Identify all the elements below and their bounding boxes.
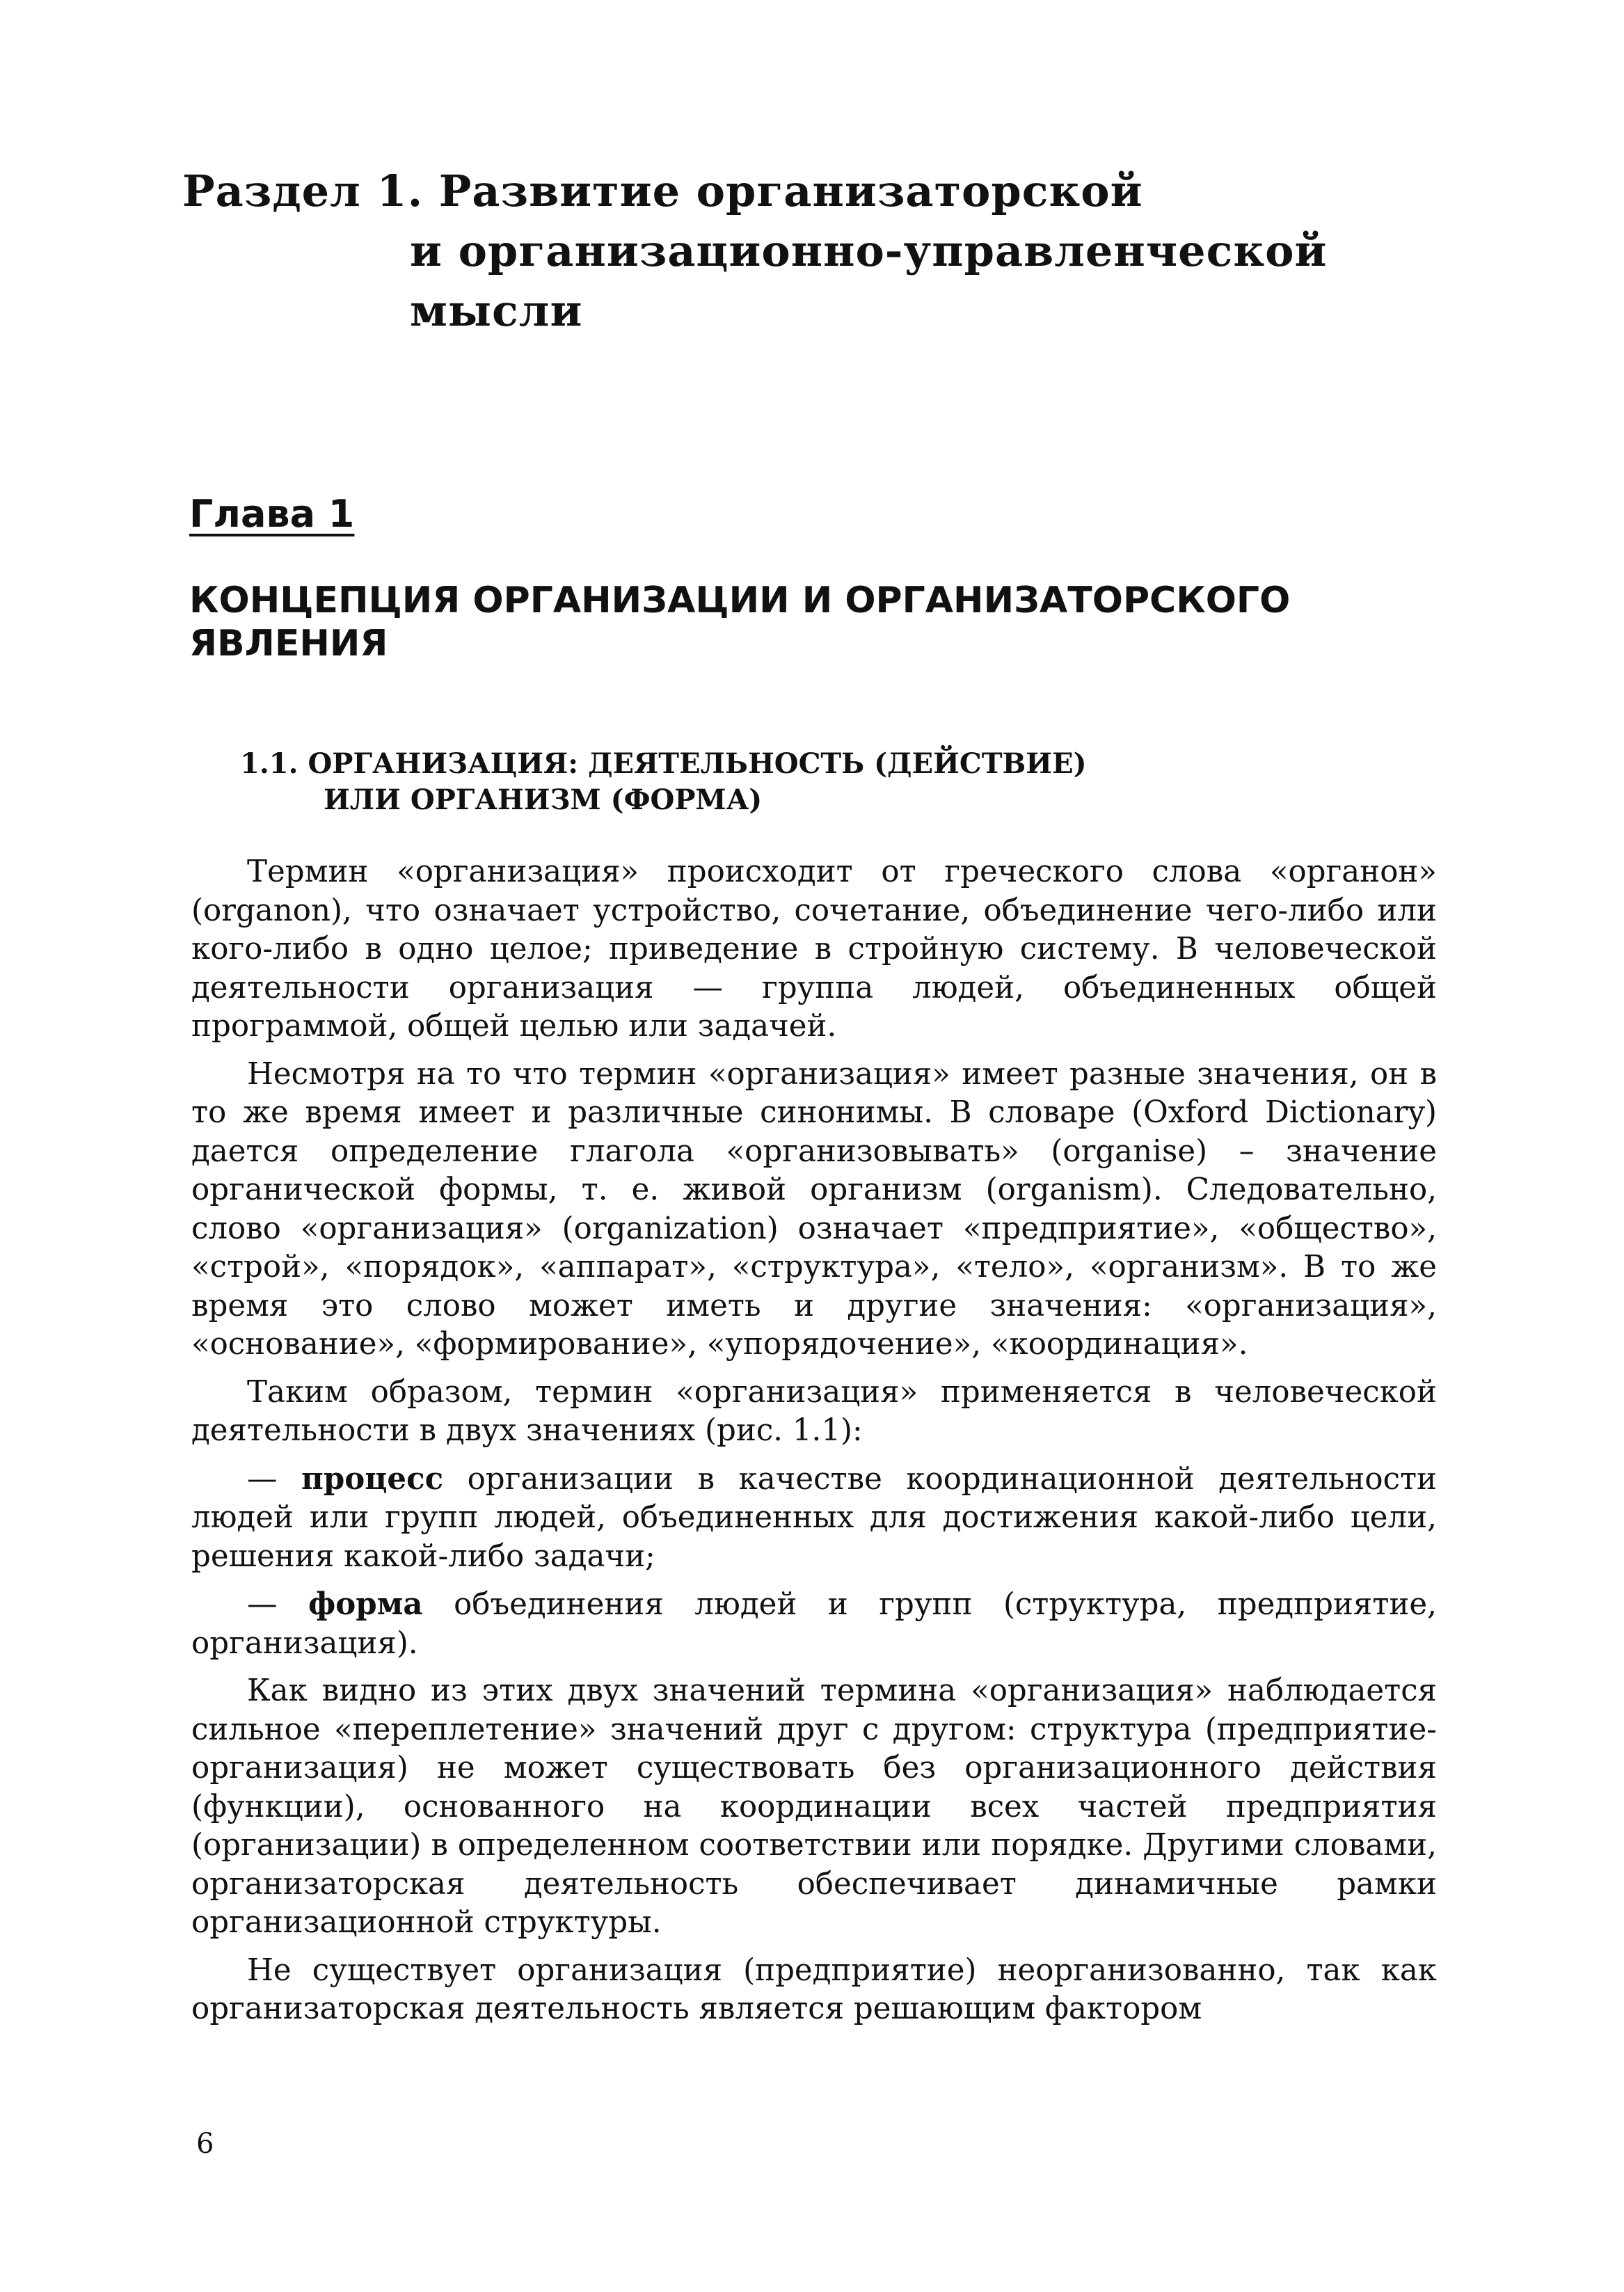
paragraph-2: Несмотря на то что термин «организация» имеет разные значения, он в то же время имеет и различные синонимы. В словаре (Oxford Dictionary) дается определение глагола «организовывать» (organise) – значение органической формы, т. е. живой организм (organism). Следовательно, слово «организация» (organization) означает «предприятие», «общество», «строй», «порядок», «аппарат», «структура», «тело», «организм». В то же время это слово может иметь и другие значения: «организация», «основание», «формирование», «упорядочение», «координация».	[191, 1056, 1437, 1362]
chapter-title: КОНЦЕПЦИЯ ОРГАНИЗАЦИИ И ОРГАНИЗАТОРСКОГО ЯВЛЕНИЯ	[189, 580, 1291, 664]
list-item-form	[191, 1585, 1437, 1663]
paragraph-1: Термин «организация» происходит от греческого слова «органон» (organon), что означает устройство, сочетание, объединение чего-либо или кого-либо в одно целое; приведение в стройную систему. В человеческой деятельности организация — группа людей, объединенных общей программой, общей целью или задачей.	[191, 854, 1437, 1044]
list-dash: —	[247, 1587, 308, 1622]
paragraph-3: Таким образом, термин «организация» применяется в человеческой деятельности в двух значениях (рис. 1.1):	[191, 1374, 1437, 1448]
list-item-process	[191, 1460, 1437, 1577]
body-text	[191, 853, 1437, 2038]
term-form: форма	[308, 1586, 423, 1622]
paragraph-6: Как видно из этих двух значений термина «организация» наблюдается сильное «переплетение» значений друг с другом: структура (предприятие-организация) не может существовать без организационного действия (функции), основанного на координации всех частей предприятия (организации) в определенном соответствии или порядке. Другими словами, организаторская деятельность обеспечивает динамичные рамки организационной структуры.	[191, 1673, 1437, 1940]
section-title	[182, 161, 1504, 341]
paragraph-7: Не существует организация (предприятие) неорганизованно, так как организаторская деятельность является решающим фактором	[191, 1952, 1437, 2026]
chapter-label: Глава 1	[189, 492, 355, 536]
term-process: процесс	[301, 1461, 444, 1497]
list-item-text: организации в качестве координационной деятельности людей или групп людей, объединенных для достижения какой-либо цели, решения какой-либо задачи;	[191, 1461, 1437, 1574]
subsection-title-line1: 1.1. ОРГАНИЗАЦИЯ: ДЕЯТЕЛЬНОСТЬ (ДЕЙСТВИЕ)	[240, 747, 1087, 780]
section-title-line1: Раздел 1. Развитие организаторской	[182, 166, 1143, 216]
subsection-title-line2: ИЛИ ОРГАНИЗМ (ФОРМА)	[324, 783, 763, 816]
page-number: 6	[196, 2128, 214, 2160]
section-title-line2: и организационно-управленческой мысли	[410, 225, 1328, 336]
list-item-text: объединения людей и групп (структура, предприятие, организация).	[191, 1587, 1437, 1661]
subsection-title	[240, 746, 1423, 818]
list-dash: —	[247, 1461, 302, 1497]
